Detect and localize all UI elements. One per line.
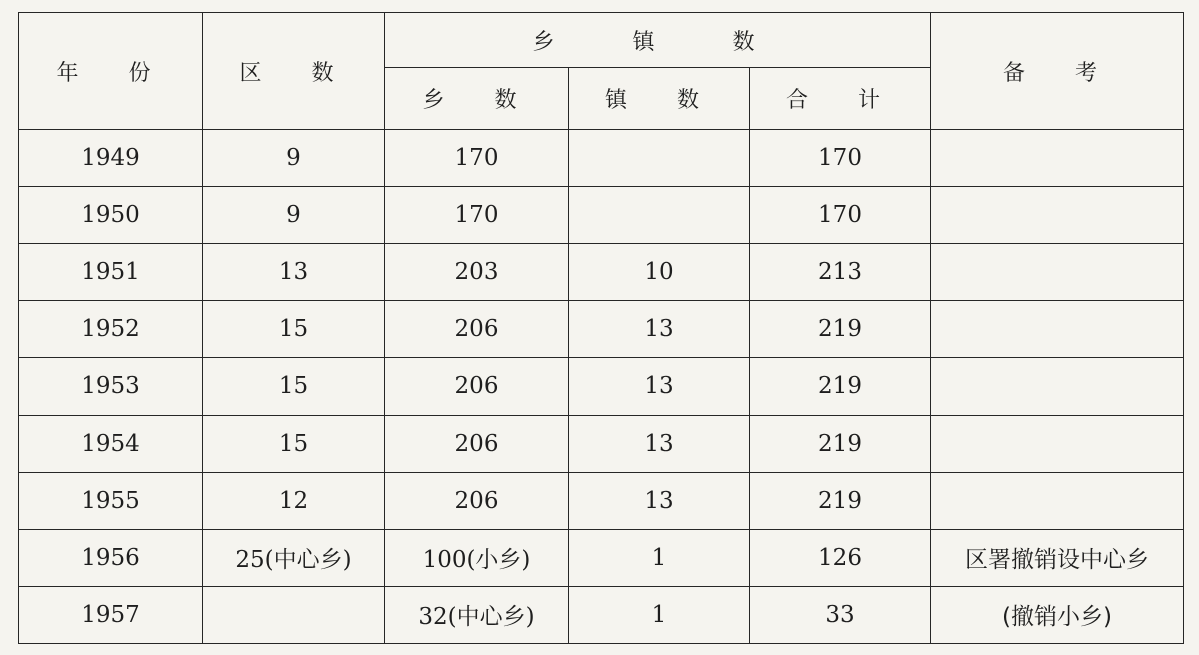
cell-town: 1 xyxy=(569,586,750,643)
cell-town: 10 xyxy=(569,244,750,301)
township-statistics-table xyxy=(18,12,1184,644)
cell-total: 219 xyxy=(750,472,931,529)
header-total: 合 计 xyxy=(750,68,931,130)
header-year: 年 份 xyxy=(19,13,203,130)
cell-remarks xyxy=(931,415,1184,472)
cell-remarks xyxy=(931,472,1184,529)
cell-total: 33 xyxy=(750,586,931,643)
cell-total: 213 xyxy=(750,244,931,301)
cell-remarks xyxy=(931,301,1184,358)
table-row xyxy=(19,358,1184,415)
table-row xyxy=(19,586,1184,643)
cell-town xyxy=(569,130,750,187)
cell-remarks: 区署撤销设中心乡 xyxy=(931,529,1184,586)
table-row xyxy=(19,472,1184,529)
cell-township: 206 xyxy=(385,415,569,472)
cell-district: 15 xyxy=(203,301,385,358)
cell-total: 126 xyxy=(750,529,931,586)
cell-district xyxy=(203,586,385,643)
cell-town: 13 xyxy=(569,301,750,358)
table-row xyxy=(19,301,1184,358)
cell-town: 13 xyxy=(569,472,750,529)
cell-township: 170 xyxy=(385,130,569,187)
cell-town xyxy=(569,187,750,244)
header-row-1 xyxy=(19,13,1184,68)
cell-year: 1955 xyxy=(19,472,203,529)
cell-remarks: (撤销小乡) xyxy=(931,586,1184,643)
cell-year: 1953 xyxy=(19,358,203,415)
header-remarks: 备 考 xyxy=(931,13,1184,130)
cell-total: 219 xyxy=(750,415,931,472)
table-row xyxy=(19,529,1184,586)
cell-district: 25(中心乡) xyxy=(203,529,385,586)
cell-township: 32(中心乡) xyxy=(385,586,569,643)
cell-year: 1950 xyxy=(19,187,203,244)
table-row xyxy=(19,130,1184,187)
cell-remarks xyxy=(931,130,1184,187)
cell-year: 1957 xyxy=(19,586,203,643)
cell-district: 12 xyxy=(203,472,385,529)
table-row xyxy=(19,187,1184,244)
cell-district: 15 xyxy=(203,415,385,472)
cell-township: 206 xyxy=(385,472,569,529)
cell-township: 206 xyxy=(385,358,569,415)
header-town: 镇 数 xyxy=(569,68,750,130)
header-township-group: 乡 镇 数 xyxy=(385,13,931,68)
cell-year: 1949 xyxy=(19,130,203,187)
table-row xyxy=(19,415,1184,472)
cell-township: 170 xyxy=(385,187,569,244)
cell-district: 13 xyxy=(203,244,385,301)
cell-total: 170 xyxy=(750,187,931,244)
cell-township: 203 xyxy=(385,244,569,301)
cell-remarks xyxy=(931,244,1184,301)
cell-year: 1952 xyxy=(19,301,203,358)
cell-district: 9 xyxy=(203,130,385,187)
header-township: 乡 数 xyxy=(385,68,569,130)
cell-total: 170 xyxy=(750,130,931,187)
cell-township: 100(小乡) xyxy=(385,529,569,586)
cell-year: 1951 xyxy=(19,244,203,301)
cell-town: 13 xyxy=(569,358,750,415)
table-row xyxy=(19,244,1184,301)
cell-total: 219 xyxy=(750,301,931,358)
cell-year: 1954 xyxy=(19,415,203,472)
cell-total: 219 xyxy=(750,358,931,415)
cell-district: 15 xyxy=(203,358,385,415)
cell-town: 13 xyxy=(569,415,750,472)
header-district: 区 数 xyxy=(203,13,385,130)
cell-district: 9 xyxy=(203,187,385,244)
cell-year: 1956 xyxy=(19,529,203,586)
cell-remarks xyxy=(931,187,1184,244)
cell-town: 1 xyxy=(569,529,750,586)
cell-remarks xyxy=(931,358,1184,415)
cell-township: 206 xyxy=(385,301,569,358)
